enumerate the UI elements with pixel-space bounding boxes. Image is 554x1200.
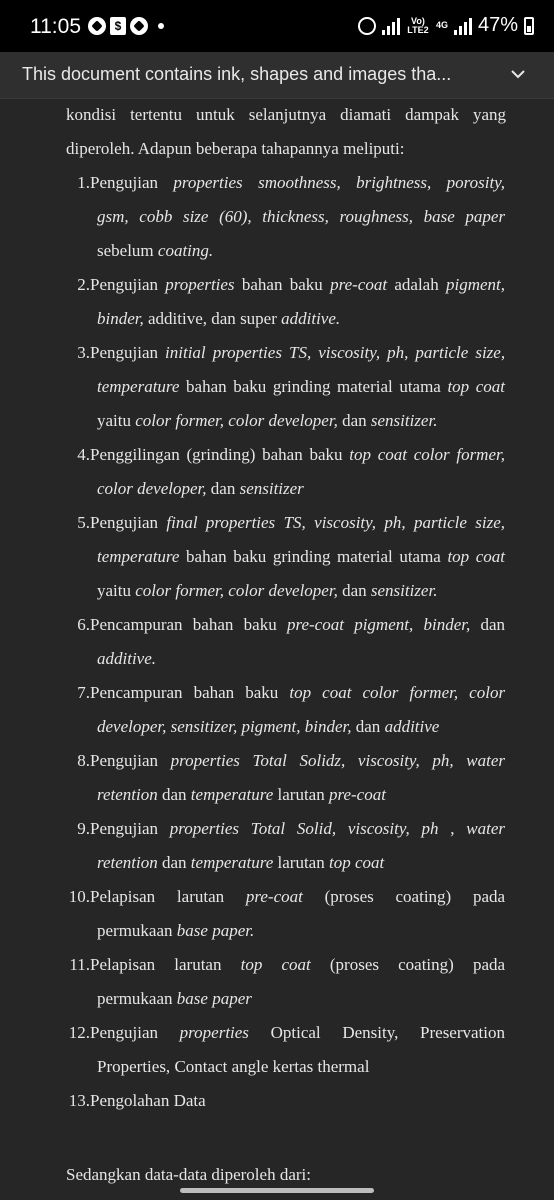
list-item-text: [90, 268, 505, 336]
list-item-text: [90, 1084, 505, 1118]
list-item-number: 9.: [77, 819, 90, 838]
network-label: Vo) LTE2: [407, 15, 429, 35]
list-item-line: Pengujian properties Total Solid, viscosity, ph , water: [90, 819, 506, 838]
signal-icon: [382, 17, 400, 35]
list-item-line: gsm, cobb size (60), thickness, roughness, base paper: [97, 207, 506, 226]
list-item-line: developer, sensitizer, pigment, binder, dan additive: [97, 717, 440, 736]
list-item-number: 4.: [77, 445, 90, 464]
list-item-line: Pengujian final properties TS, viscosity, ph, particle size,: [90, 513, 506, 532]
footer-line: Sedangkan data-data diperoleh dari:: [66, 1165, 311, 1184]
soccer-ball-icon: [130, 17, 148, 35]
list-item-text: [90, 744, 505, 812]
list-item-line: permukaan base paper: [97, 989, 252, 1008]
list-item-text: [90, 880, 505, 948]
signal-icon: [454, 17, 472, 35]
list-item-text: [90, 948, 505, 1016]
list-item-line: Pengujian properties smoothness, brightness, porosity,: [90, 173, 506, 192]
list-item-number: 8.: [77, 751, 90, 770]
list-item-line: binder, additive, dan super additive.: [97, 309, 341, 328]
list-item-text: [90, 812, 505, 880]
network-type: 4G: [435, 20, 448, 30]
list-item-line: Pengolahan Data: [90, 1091, 206, 1110]
system-icons: [358, 14, 534, 37]
list-item-number: 3.: [77, 343, 90, 362]
battery-percent: 47%: [477, 14, 518, 36]
list-item-line: additive.: [97, 649, 157, 668]
list-item-line: Pelapisan larutan pre-coat (proses coating) pada: [90, 887, 506, 906]
list-item-number: 12.: [68, 1023, 90, 1042]
list-item-line: Pencampuran bahan baku top coat color former, color: [90, 683, 506, 702]
list-item-line: Penggilingan (grinding) bahan baku top coat color former,: [90, 445, 505, 464]
list-item-line: retention dan temperature larutan pre-coat: [97, 785, 386, 804]
list-item-text: [90, 608, 505, 676]
list-item-number: 2.: [77, 275, 90, 294]
list-item-line: Pengujian properties bahan baku pre-coat adalah pigment,: [90, 275, 506, 294]
chevron-down-icon[interactable]: [508, 64, 528, 84]
list-item-number: 6.: [77, 615, 90, 634]
list-item-line: sebelum coating.: [97, 241, 214, 260]
list-item-line: Properties, Contact angle kertas thermal: [97, 1057, 370, 1076]
list-item-text: [90, 506, 505, 608]
list-item-number: 10.: [68, 887, 90, 906]
list-item-text: [90, 438, 505, 506]
notification-icons: [88, 17, 164, 35]
list-item-number: 1.: [77, 173, 90, 192]
document-notice-banner[interactable]: [0, 52, 554, 99]
list-item-text: [90, 336, 505, 438]
list-item-number: 13.: [68, 1091, 90, 1110]
list-item-line: temperature bahan baku grinding material utama top coat: [97, 377, 506, 396]
intro-line: kondisi tertentu untuk selanjutnya diamati dampak yang: [66, 105, 506, 124]
more-notifications-dot-icon: [158, 23, 164, 29]
list-item-line: temperature bahan baku grinding material utama top coat: [97, 547, 506, 566]
list-item-line: Pengujian initial properties TS, viscosity, ph, particle size,: [90, 343, 506, 362]
list-item-number: 11.: [69, 955, 90, 974]
list-item-line: permukaan base paper.: [97, 921, 255, 940]
soccer-ball-icon: [88, 17, 106, 35]
list-item-text: [90, 166, 505, 268]
list-item-line: yaitu color former, color developer, dan sensitizer.: [97, 581, 438, 600]
alarm-icon: [358, 17, 376, 35]
list-item-line: retention dan temperature larutan top coat: [97, 853, 385, 872]
list-item-number: 5.: [77, 513, 90, 532]
list-item-number: 7.: [77, 683, 90, 702]
list-item-line: color developer, dan sensitizer: [97, 479, 304, 498]
list-item-line: yaitu color former, color developer, dan sensitizer.: [97, 411, 438, 430]
banner-text: This document contains ink, shapes and images tha...: [22, 64, 452, 84]
list-item-line: Pelapisan larutan top coat (proses coating) pada: [90, 955, 506, 974]
clock: 11:05: [30, 15, 81, 38]
list-item-line: Pencampuran bahan baku pre-coat pigment, binder, dan: [90, 615, 506, 634]
status-bar: [0, 0, 554, 52]
intro-line: diperoleh. Adapun beberapa tahapannya meliputi:: [66, 139, 405, 158]
battery-icon: [524, 17, 534, 35]
list-item-text: [90, 676, 505, 744]
shopping-bag-icon: $: [110, 17, 126, 35]
list-item-text: [90, 1016, 505, 1084]
intro-paragraph: [66, 98, 506, 166]
list-item-line: Pengujian properties Total Solidz, viscosity, ph, water: [90, 751, 506, 770]
list-item-line: Pengujian properties Optical Density, Preservation: [90, 1023, 506, 1042]
home-indicator[interactable]: [180, 1188, 374, 1193]
